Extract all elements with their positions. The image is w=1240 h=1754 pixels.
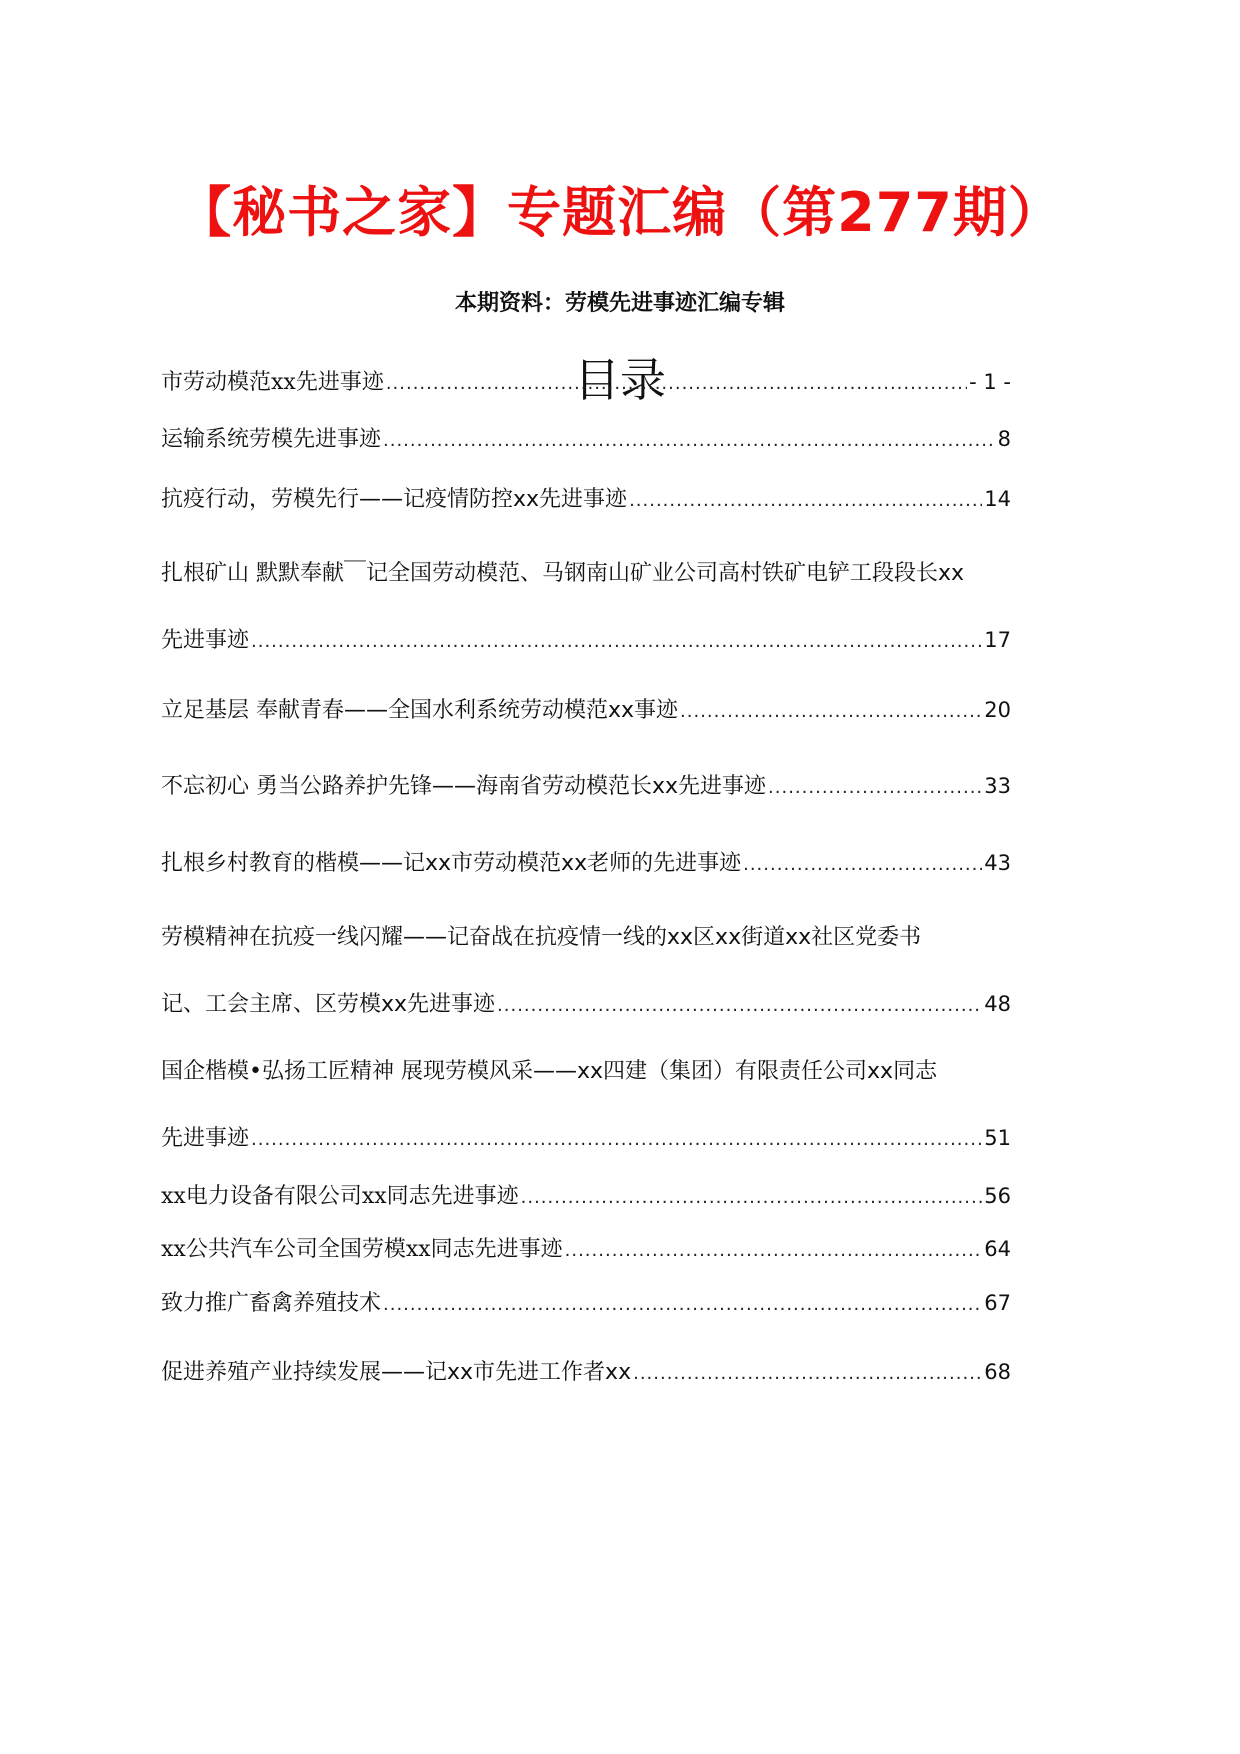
toc-entry-title: 国企楷模•弘扬工匠精神 展现劳模风采 — [161, 1059, 533, 1084]
toc-entry-subtitle: ——记疫情防控xx先进事迹 — [359, 487, 628, 512]
toc-leader — [521, 1180, 983, 1216]
toc-entry-title: 运输系统劳模先进事迹 — [161, 427, 382, 452]
toc-page-number: 17 — [984, 628, 1011, 652]
toc-entry[interactable] — [161, 1178, 1011, 1216]
document-title: 【秘书之家】专题汇编（第277期） — [177, 181, 1063, 244]
toc-entry[interactable] — [161, 845, 1011, 883]
toc-entry[interactable] — [161, 1054, 1011, 1158]
toc-page-number: 56 — [984, 1184, 1011, 1208]
toc-entry[interactable] — [161, 1354, 1011, 1392]
toc-entry-title: 市劳动模范xx先进事迹 — [161, 370, 384, 395]
toc-page-number: 67 — [984, 1291, 1011, 1315]
toc-leader — [768, 770, 982, 806]
toc-leader — [680, 694, 982, 730]
toc-page-number: 20 — [984, 698, 1011, 722]
toc-entry[interactable] — [161, 421, 1011, 459]
toc-entry-title: 立足基层 奉献青春 — [161, 698, 344, 723]
toc-page-number: 48 — [984, 992, 1011, 1016]
toc-entry-subtitle: ——记xx市劳动模范xx老师的先进事迹 — [359, 851, 742, 876]
toc-entry-continuation: 先进事迹 — [161, 1126, 250, 1151]
toc-page-number: 68 — [984, 1360, 1011, 1384]
toc-leader — [251, 624, 982, 660]
toc-entry[interactable] — [161, 1285, 1011, 1323]
toc-entry[interactable] — [161, 556, 1011, 660]
toc-entry-title: 不忘初心 勇当公路养护先锋 — [161, 774, 432, 799]
toc-leader — [633, 1356, 982, 1392]
toc-entry-title: 劳模精神在抗疫一线闪耀 — [161, 925, 404, 950]
toc-entry-subtitle: ——记奋战在抗疫情一线的xx区xx街道xx社区党委书 — [403, 925, 922, 950]
toc-entry-title: xx公共汽车公司全国劳模xx同志先进事迹 — [161, 1237, 563, 1262]
toc-entry-subtitle: ——全国水利系统劳动模范xx事迹 — [344, 698, 679, 723]
toc-page-number: 8 — [997, 427, 1011, 451]
toc-page-number: 51 — [984, 1126, 1011, 1150]
toc-leader — [383, 423, 996, 459]
toc-page-number: - 1 - — [969, 370, 1011, 394]
toc-entry-title: 扎根乡村教育的楷模 — [161, 851, 360, 876]
toc-entry[interactable] — [161, 920, 1011, 1024]
toc-leader — [565, 1233, 983, 1269]
toc-entry[interactable] — [161, 768, 1011, 806]
toc-entry[interactable] — [161, 692, 1011, 730]
toc-entry[interactable] — [161, 1231, 1011, 1269]
toc-leader — [497, 988, 982, 1024]
toc-entry-subtitle: ——xx四建（集团）有限责任公司xx同志 — [532, 1059, 938, 1084]
toc-page-number: 14 — [984, 487, 1011, 511]
toc-page-number: 33 — [984, 774, 1011, 798]
toc-leader — [251, 1122, 982, 1158]
toc-entry-continuation: 先进事迹 — [161, 628, 250, 653]
toc-leader — [629, 483, 982, 519]
document-subtitle: 本期资料：劳模先进事迹汇编专辑 — [454, 291, 785, 316]
toc-entry-title: 致力推广畜禽养殖技术 — [161, 1291, 382, 1316]
toc-page-number: 64 — [984, 1237, 1011, 1261]
toc-entry-continuation: 记、工会主席、区劳模xx先进事迹 — [161, 992, 496, 1017]
toc-leader — [386, 366, 967, 402]
toc-entry-subtitle: ——记xx市先进工作者xx — [381, 1360, 632, 1385]
toc-entry-subtitle: ￣记全国劳动模范、马钢南山矿业公司高村铁矿电铲工段段长xx — [344, 561, 965, 586]
toc-entry-title: xx电力设备有限公司xx同志先进事迹 — [161, 1184, 519, 1209]
toc-entry-title: 扎根矿山 默默奉献 — [161, 561, 344, 586]
toc-entry[interactable] — [161, 481, 1011, 519]
toc-page-number: 43 — [984, 851, 1011, 875]
toc-entry-title: 促进养殖产业持续发展 — [161, 1360, 382, 1385]
toc-entry[interactable] — [161, 364, 1011, 402]
toc-heading: 目录 — [574, 353, 666, 407]
toc-leader — [743, 847, 982, 883]
toc-entry-subtitle: ——海南省劳动模范长xx先进事迹 — [432, 774, 767, 799]
toc-entry-title: 抗疫行动，劳模先行 — [161, 487, 360, 512]
toc-leader — [383, 1287, 982, 1323]
